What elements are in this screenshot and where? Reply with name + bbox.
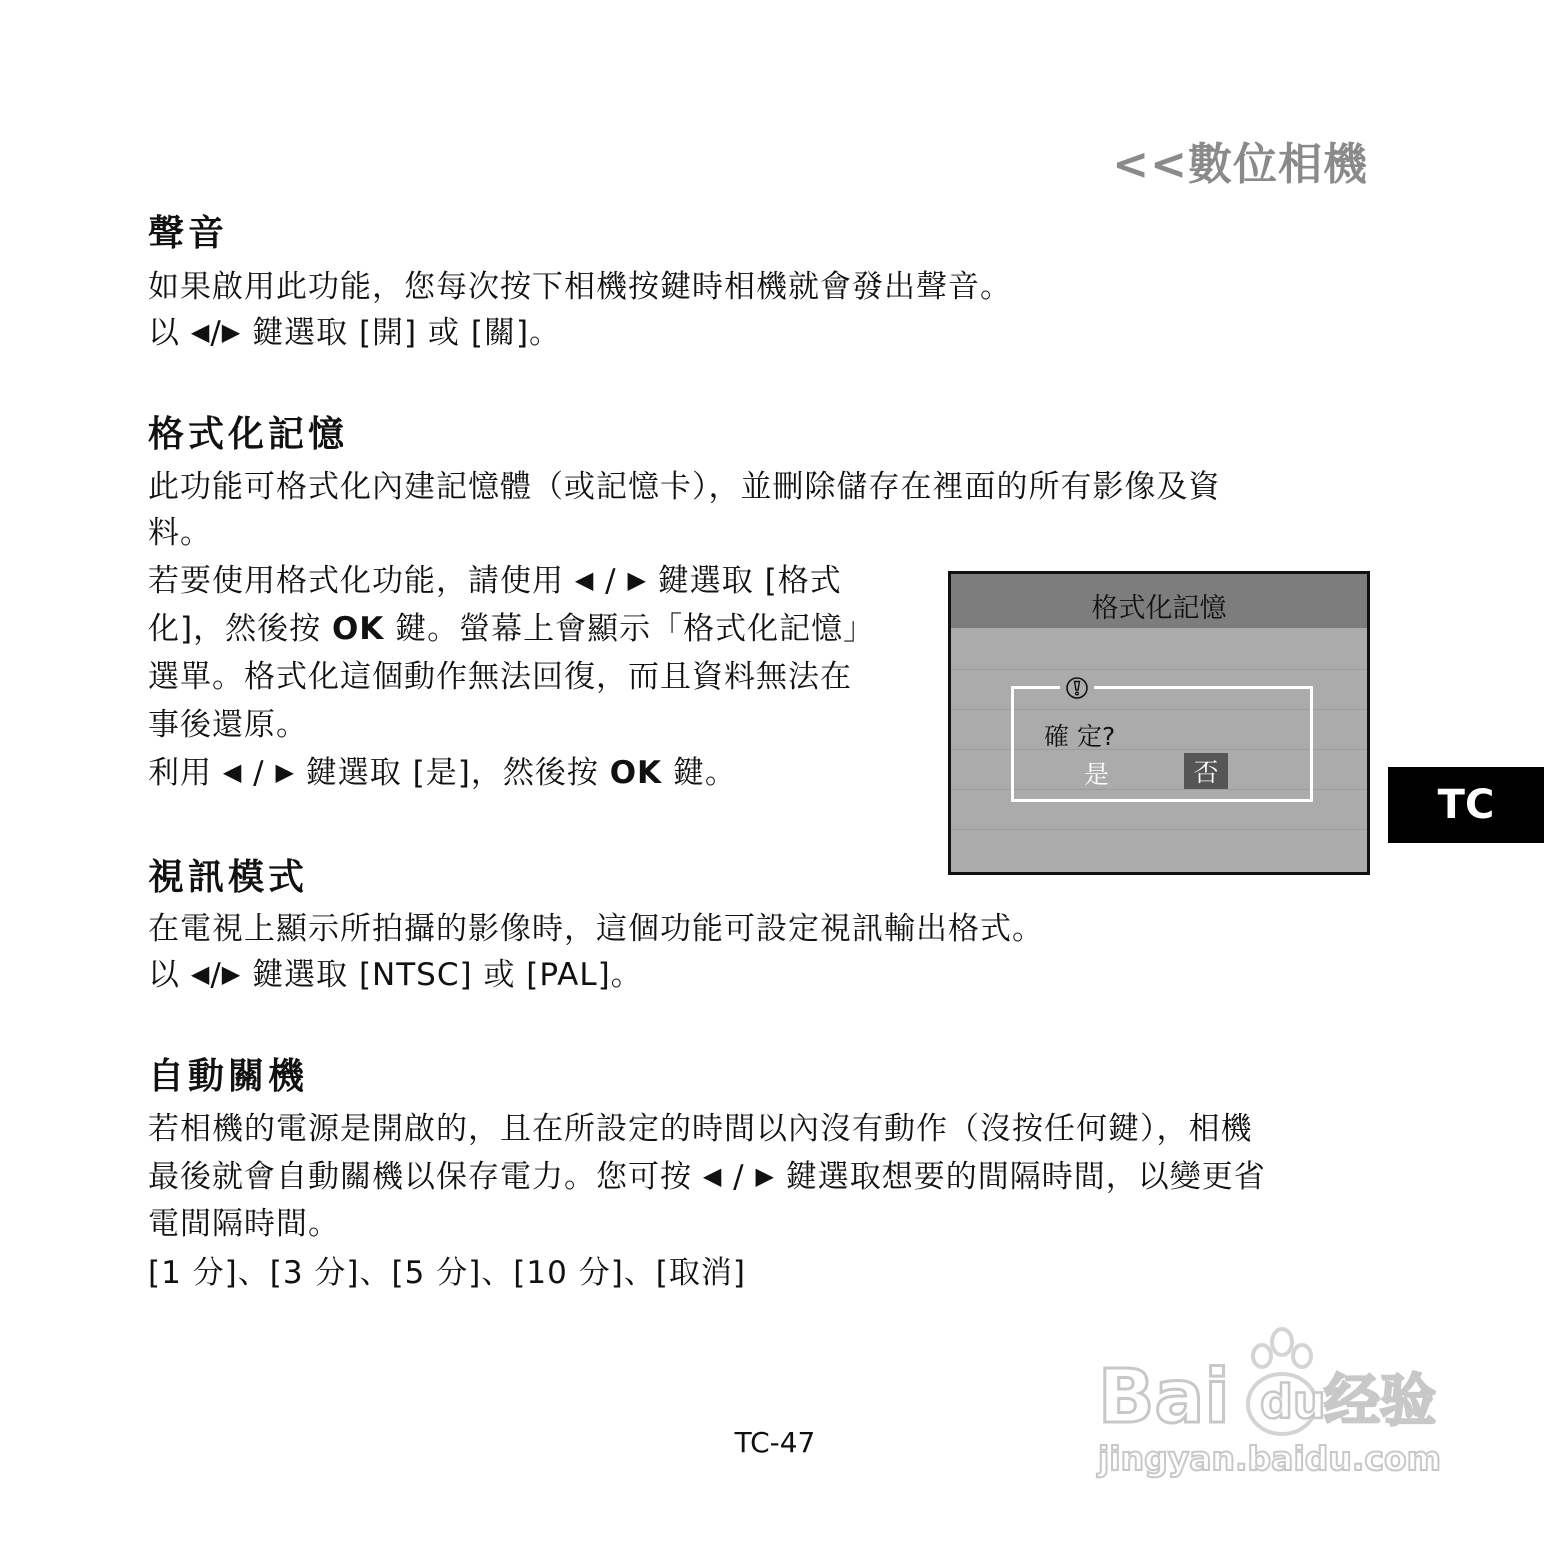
format-body-line-4: 事後還原。 [148,707,308,743]
screen-title: 格式化記憶 [1091,593,1227,624]
camera-screen-illustration [948,571,1370,875]
left-arrow-icon: ◀ [574,566,595,594]
format-body-line-2: 化]，然後按 OK 鍵。螢幕上會顯示「格式化記憶」 [148,611,876,647]
confirm-dialog [1011,686,1313,802]
section-heading-format: 格式化記憶 [148,414,349,455]
section-heading-video: 視訊模式 [148,857,309,898]
format-intro-line-2: 料。 [148,515,212,551]
auto-off-options: [1 分]、[3 分]、[5 分]、[10 分]、[取消] [148,1255,746,1291]
svg-text:jingyan.baidu.com: jingyan.baidu.com [1098,1439,1442,1478]
format-body-line-5: 利用 ◀ / ▶ 鍵選取 [是]，然後按 OK 鍵。 [148,755,737,791]
video-description: 在電視上顯示所拍攝的影像時，這個功能可設定視訊輸出格式。 [148,911,1044,947]
ok-key-label: OK [609,755,663,791]
svg-text:Bai: Bai [1098,1354,1230,1440]
format-body-line-1: 若要使用格式化功能，請使用 ◀ / ▶ 鍵選取 [格式 [148,563,842,599]
auto-off-line-1: 若相機的電源是開啟的，且在所設定的時間以內沒有動作（沒按任何鍵），相機 [148,1111,1253,1147]
section-heading-auto-off: 自動關機 [148,1056,309,1097]
left-arrow-icon: ◀ [702,1162,723,1190]
manual-header-title: <<數位相機 [1112,139,1368,190]
exclamation-circle-icon [1060,673,1094,703]
left-arrow-icon: ◀ [190,960,211,988]
right-arrow-icon: ▶ [627,566,647,594]
ok-key-label: OK [331,611,385,647]
section-heading-sound: 聲音 [148,213,229,254]
right-arrow-icon: ▶ [275,758,295,786]
page-number: TC-47 [734,1426,816,1459]
option-no-selected[interactable]: 否 [1184,753,1228,789]
confirm-text: 確 定? [1044,722,1116,751]
right-arrow-icon: ▶ [221,960,242,988]
svg-text:du: du [1260,1375,1326,1429]
language-tab-tc: TC [1388,767,1544,843]
format-body-line-3: 選單。格式化這個動作無法回復，而且資料無法在 [148,659,852,695]
option-yes[interactable]: 是 [1084,760,1110,789]
format-intro-line-1: 此功能可格式化內建記憶體（或記憶卡），並刪除儲存在裡面的所有影像及資 [148,469,1221,505]
sound-description: 如果啟用此功能，您每次按下相機按鍵時相機就會發出聲音。 [148,269,1012,305]
left-arrow-icon: ◀ [190,318,211,346]
left-arrow-icon: ◀ [222,758,243,786]
baidu-jingyan-watermark-logo [1092,1312,1452,1486]
video-instruction: 以 ◀/▶ 鍵選取 [NTSC] 或 [PAL]。 [148,957,643,993]
auto-off-line-3: 電間隔時間。 [148,1206,340,1242]
auto-off-line-2: 最後就會自動關機以保存電力。您可按 ◀ / ▶ 鍵選取想要的間隔時間，以變更省 [148,1159,1266,1195]
right-arrow-icon: ▶ [221,318,242,346]
right-arrow-icon: ▶ [755,1162,775,1190]
screen-title-bar [951,574,1367,628]
svg-text:经验: 经验 [1324,1369,1436,1434]
sound-instruction: 以 ◀/▶ 鍵選取 [開] 或 [關]。 [148,315,562,351]
